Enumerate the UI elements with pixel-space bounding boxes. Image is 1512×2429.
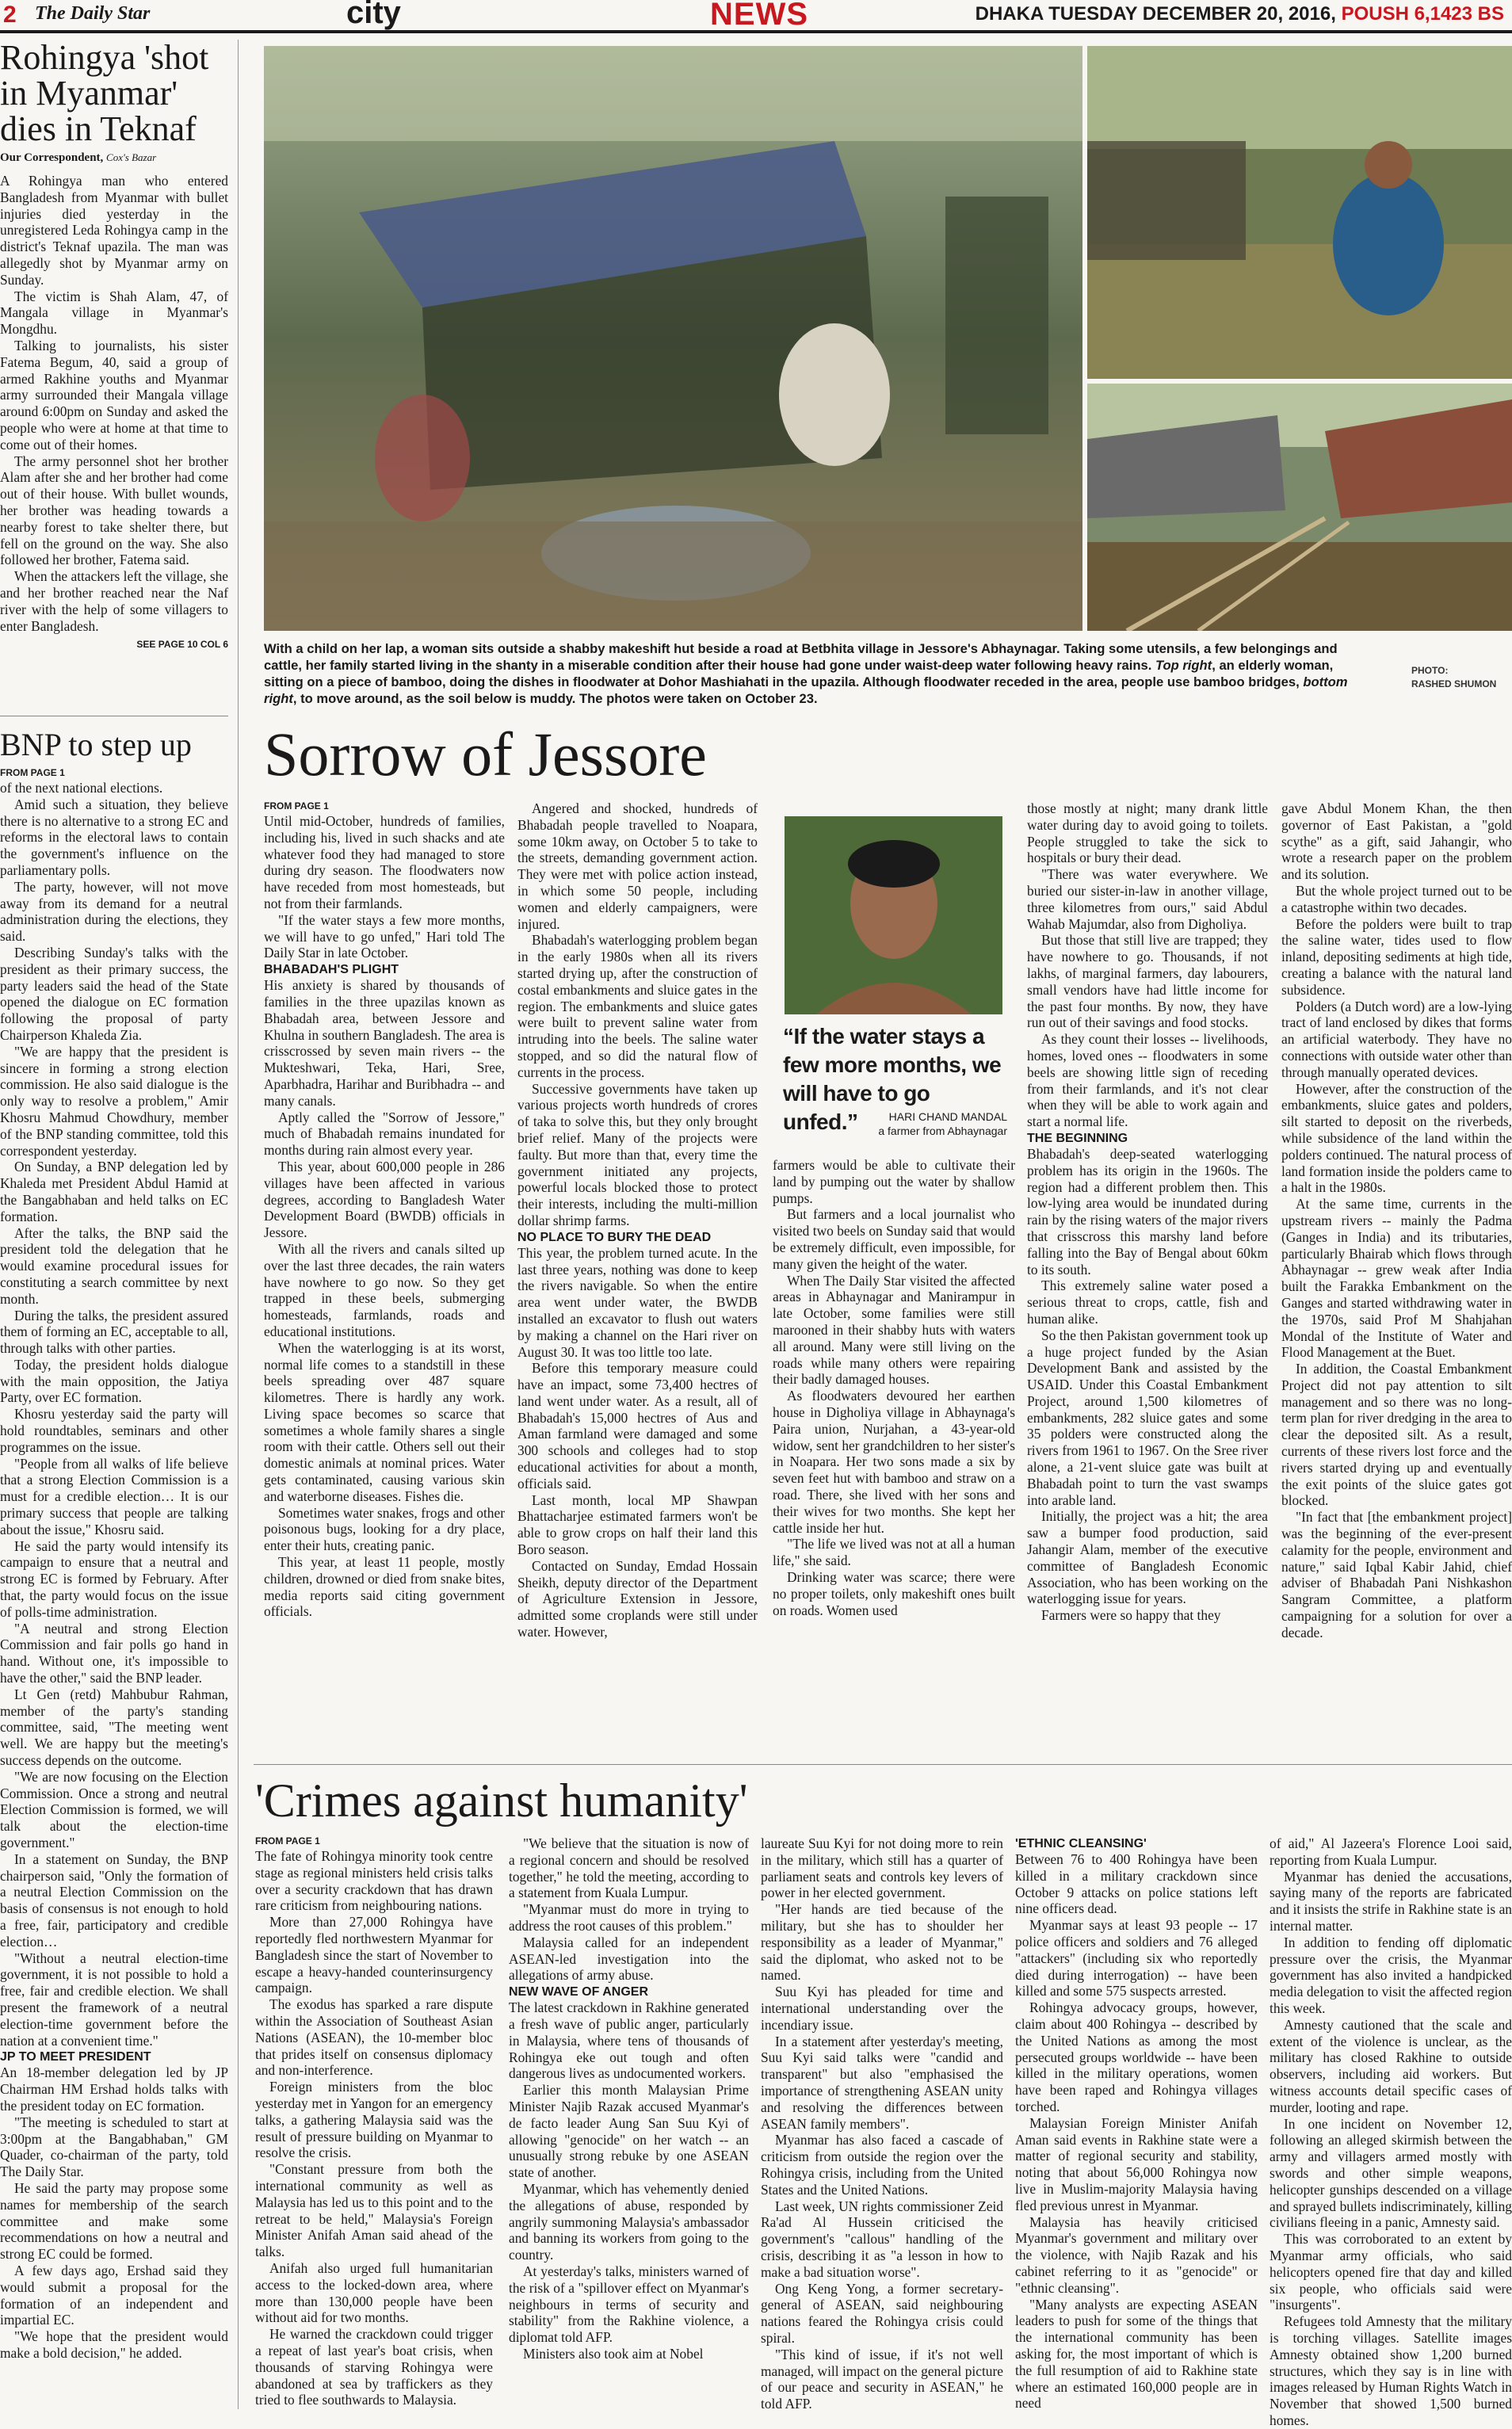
paragraph: Rohingya advocacy groups, however, claim about 400 Rohingya -- described by the United Nations as among the most persecuted groups worldwide -- have been killed in the military operations, women have been raped and Rohingya villages torched. [1015, 1999, 1258, 2114]
subheading: NO PLACE TO BURY THE DEAD [517, 1230, 712, 1244]
paragraph: Myanmar, which has vehemently denied the allegations of abuse, responded by angrily summoning Malaysia's ambassador and banning its workers from going to the country. [509, 2180, 749, 2263]
page-header [0, 0, 1512, 33]
jessore-column-3 [773, 1157, 1015, 1618]
paragraph: The exodus has sparked a rare dispute within the Association of Southeast Asian Nations (ASEAN), the 10-member bloc that prides itself on consensus diplomacy and non-interference. [255, 1996, 493, 2079]
paragraph: Lt Gen (retd) Mahbubur Rahman, member of the party's standing committee, said, "The meeting went well. We are happy but the meeting's success depends on the outcome. [0, 1686, 228, 1769]
paragraph: As they count their losses -- livelihoods, homes, loved ones -- floodwaters in some beels are showing little sign of receding from their farmlands, and it's not clear when they will be able to work again and start a normal life. [1027, 1031, 1268, 1130]
paragraph: But those that still live are trapped; they have nowhere to go. Thousands, if not lakhs, of marginal farmers, day labourers, small vendors have had little income for the past four months. By now, they have run out of their savings and food stocks. [1027, 932, 1268, 1031]
jessore-column-4 [1027, 800, 1268, 1624]
paragraph: The latest crackdown in Rakhine generated a fresh wave of public anger, particularly in Malaysia, where tens of thousands of Rohingya eke out tough and often dangerous lives as undocumented workers. [509, 1999, 749, 2082]
paragraph: Myanmar has also faced a cascade of criticism from outside the region over the Rohingya crisis, including from the United States and the United Nations. [761, 2132, 1003, 2198]
paragraph: "People from all walks of life believe that a strong Election Commission is a must for a credible election… It is our primary success that people are talking about the issue," Khosru said. [0, 1455, 228, 1537]
paragraph: "A neutral and strong Election Commission and fair polls go hand in hand. Without one, it's impossible to have the other," said the BNP leader. [0, 1620, 228, 1686]
subheading: 'ETHNIC CLEANSING' [1015, 1837, 1147, 1850]
masthead-logo: The Daily Star [35, 3, 151, 24]
paragraph: "The life we lived was not at all a human life," she said. [773, 1536, 1015, 1569]
paragraph: Drinking water was scarce; there were no proper toilets, only makeshift ones built on roads. Women used [773, 1568, 1015, 1618]
paragraph: Before this temporary measure could have an impact, some 73,400 hectres of land went under water. As a result, all of Bhabadah's 15,000 hectres of Aus and Aman farmland were damaged and some 300 schools and colleges had to stop educational activities for about a month, officials said. [517, 1360, 758, 1491]
paragraph: However, after the construction of the embankments, sluice gates and polders, silt started to deposit on the riverbeds, while subsidence of the land within the polders continued. The natural process of land formation inside the polders came to a halt in the 1980s. [1281, 1080, 1512, 1196]
paragraph: This extremely saline water posed a serious threat to crops, cattle, fish and human alike. [1027, 1278, 1268, 1327]
article-rohingya-teknaf [0, 40, 228, 650]
paragraph: Farmers were so happy that they [1041, 1607, 1221, 1624]
paragraph: Initially, the project was a hit; the area saw a bumper food production, said Jahangir Alam, member of the executive committee of Bangladesh Economic Association, who has been working on the waterlogging issue for years. [1027, 1508, 1268, 1607]
photo-woman-outside-hut [264, 46, 1082, 631]
paragraph: Amid such a situation, they believe there is no alternative to a strong EC and reforms in the electoral laws to contain the government's influence on the parliamentary polls. [0, 796, 228, 878]
paragraph: Last week, UN rights commissioner Zeid Ra'ad Al Hussein criticised the government's "callous" handling of the crisis, describing it as "a lesson in how to make a bad situation worse". [761, 2198, 1003, 2280]
paragraph: of aid," Al Jazeera's Florence Looi said, reporting from Kuala Lumpur. [1270, 1835, 1512, 1868]
photo-elderly-woman-floodwater [1087, 46, 1512, 379]
paragraph: This year, about 600,000 people in 286 villages have been affected in various degrees, according to Bangladesh Water Development Board (BWDB) officials in Jessore. [264, 1158, 505, 1241]
paragraph: "Constant pressure from both the international community as well as Malaysia has led us to this point and to the retreat to be held," Malaysia's Foreign Minister Anifah Aman said ahead of the talks. [255, 2161, 493, 2260]
headline-bnp: BNP to step up [0, 727, 192, 762]
paragraph: On Sunday, a BNP delegation led by Khaleda met President Abdul Hamid at the Bangabhaban and held talks on EC formation. [0, 1159, 228, 1224]
portrait-hari-chand-mandal [785, 816, 1002, 1014]
paragraph: "Many analysts are expecting ASEAN leaders to push for some of the things that the international community has been asking for, the most important of which is the full resumption of aid to Rakhine state where an estimated 160,000 people are in need [1015, 2296, 1258, 2412]
paragraph: Contacted on Sunday, Emdad Hossain Sheikh, deputy director of the Department of Agriculture Extension in Jessore, admitted some croplands were still under water. However, [517, 1557, 758, 1640]
photo-bamboo-bridges [1087, 384, 1512, 631]
paragraph: After the talks, the BNP said the president told the delegation that he would examine procedural issues for constituting a search committee by next month. [0, 1224, 228, 1307]
paragraph: "Myanmar must do more in trying to address the root causes of this problem." [509, 1901, 749, 1934]
paragraph: of the next national elections. [0, 780, 163, 796]
paragraph: In one incident on November 12, following an alleged skirmish between the army and villagers armed mostly with swords and other simple weapons, helicopter gunships descended on a village and sprayed bullets indiscriminately, killing civilians fleeing in a panic, Amnesty said. [1270, 2115, 1512, 2231]
paragraph: Before the polders were built to trap the saline water, tides used to flow inland, depositing sediments at high tide, creating a balance with the natural land subsidence. [1281, 915, 1512, 998]
paragraph: Angered and shocked, hundreds of Bhabadah people travelled to Noapara, some 10km away, on October 5 to take to the streets, demanding government action. They were met with police action instead, in which some 50 people, including women and elderly campaigners, were injured. [517, 800, 758, 932]
pull-quote: “If the water stays a few more months, we will have to go unfed.” [783, 1024, 1002, 1134]
page-number: 2 [3, 2, 17, 28]
paragraph: "If the water stays a few more months, we will have to go unfed," Hari told The Daily Star in late October. [264, 911, 505, 961]
paragraph: Khosru yesterday said the party will hold roundtables, seminars and other programmes on the issue. [0, 1406, 228, 1455]
paragraph: "There was water everywhere. We buried our sister-in-law in another village, three kilometres from ours," said Abdul Wahab Majumdar, also from Digholiya. [1027, 866, 1268, 932]
crimes-column-5 [1270, 1835, 1512, 2429]
paragraph: "Without a neutral election-time government, it is not possible to hold a free, fair and credible election. We shall present the framework of a neutral election-time government before the nation at a convenient time." [0, 1950, 228, 2049]
quote-attribution: HARI CHAND MANDAL a farmer from Abhaynagar [878, 1110, 1007, 1137]
paragraph: Between 76 to 400 Rohingya have been killed in a military crackdown since October 9 attacks on police stations left nine officers dead. [1015, 1851, 1258, 1917]
paragraph: Anifah also urged full humanitarian access to the locked-down area, where more than 130,000 people have been without aid for two months. [255, 2259, 493, 2326]
subheading: NEW WAVE OF ANGER [509, 1985, 648, 1999]
article-bnp [0, 728, 228, 2362]
paragraph: Today, the president holds dialogue with the main opposition, the Jatiya Party, over EC formation. [0, 1356, 228, 1406]
paragraph: Bhabadah's deep-seated waterlogging problem has its origin in the 1960s. The region had a different problem then. This low-lying area would be inundated during rain by the rising waters of the major rivers that crisscross this marshy land before falling into the Bay of Bengal about 60km to its south. [1027, 1145, 1268, 1278]
paragraph: A few days ago, Ershad said they would submit a proposal for the formation of an independent and impartial EC. [0, 2262, 228, 2328]
paragraph: This year, the problem turned acute. In the last three years, nothing was done to keep the rivers navigable. So when the entire area went under water, the BWDB installed an excavator to flush out waters by making a channel on the Hari river on August 30. It was too little too late. [517, 1244, 758, 1360]
paragraph: Foreign ministers from the bloc yesterday met in Yangon for an emergency talks, a gathering Malaysia said was the result of pressure building on Myanmar to resolve the crisis. [255, 2079, 493, 2161]
subheading: JP TO MEET PRESIDENT [0, 2050, 151, 2064]
article-body [0, 780, 228, 2049]
paragraph: When the waterlogging is at its worst, normal life comes to a standstill in these beels spreading over 487 square kilometres. There is hardly any work. Living space becomes so scarce that sometimes a whole family shares a single room with their cattle. Others sell out their domestic animals at nominal prices. Water gets contaminated, causing various skin and waterborne diseases. Fishes die. [264, 1339, 505, 1504]
paragraph: He said the party would intensify its campaign to ensure that a neutral and strong EC is formed by February. After that, the party would focus on the issue of polls-time administration. [0, 1537, 228, 1620]
paragraph: "We hope that the president would make a bold decision," he added. [0, 2328, 228, 2361]
paragraph: He said the party may propose some names for membership of the search committee and make some recommendations on how a neutral and strong EC could be formed. [0, 2179, 228, 2263]
paragraph: When The Daily Star visited the affected areas in Abhaynagar and Manirampur in late October, some families were still marooned in their shabby huts with waters all around. Many were still living on the roads while many others were repairing their badly damaged houses. [773, 1272, 1015, 1388]
paragraph: "The meeting is scheduled to start at 3:00pm at the Bangabhaban," GM Quader, co-chairman of the party, told The Daily Star. [0, 2114, 228, 2180]
photo-credit: PHOTO: RASHED SHUMON [1411, 665, 1497, 689]
paragraph: "In fact that [the embankment project] was the beginning of the ever-present calamity for the people, environment and nature," said Iqbal Kabir Jahid, chief adviser of Bhabadah Pani Nishkashon Sangram Committee, a platform campaigning for a solution for over a decade. [1281, 1509, 1512, 1640]
paragraph: In addition, the Coastal Embankment Project did not pay attention to silt management and so there was no long-term plan for river dredging in the area to clear the deposited silt. As a result, currents of these rivers lost force and the rivers started drying up and eventually the exit points of the sluice gates got blocked. [1281, 1361, 1512, 1509]
headline-rohingya-teknaf: Rohingya 'shot in Myanmar' dies in Teknaf [0, 38, 209, 148]
paragraph: "Her hands are tied because of the military, but she has to shoulder her responsibility as a leader of Myanmar," said the diplomat, who asked not to be named. [761, 1901, 1003, 1984]
jessore-column-1 [264, 800, 505, 1620]
paragraph: The army personnel shot her brother Alam after she and her brother had come out of their house. With bullet wounds, her brother was heading towards a nearby forest to take shelter there, but fell on the ground on the way. She also followed her brother, Fatema said. [0, 453, 228, 568]
dateline: DHAKA TUESDAY DECEMBER 20, 2016, POUSH 6,1423 BS [975, 3, 1504, 25]
crimes-column-1 [255, 1835, 493, 2408]
section-label-city: city [346, 0, 401, 30]
paragraph: "We are now focusing on the Election Commission. Once a strong and neutral Election Commission is formed, we will talk about the election-time government." [0, 1768, 228, 1850]
paragraph: As floodwaters devoured her earthen house in Digholiya village in Abhaynaga's Paira union, Nurjahan, a 43-year-old widow, sent her grandchildren to her sister's in Noapara. Her two sons made a six by seven feet hut with bamboo and straw on a road. There, she lived with her sons and their wives for two months. She kept her cattle inside her hut. [773, 1388, 1015, 1536]
paragraph: The fate of Rohingya minority took centre stage as regional ministers held crisis talks over a security crackdown that has drawn rare criticism from neighbouring nations. [255, 1848, 493, 1914]
paragraph: During the talks, the president assured them of forming an EC, acceptable to all, through talks with other parties. [0, 1307, 228, 1357]
from-page-label: FROM PAGE 1 [255, 1835, 320, 1847]
paragraph: At yesterday's talks, ministers warned of the risk of a "spillover effect on Myanmar's neighbours in terms of security and stability" from the Rakhine violence, a diplomat told AFP. [509, 2263, 749, 2346]
paragraph: Sometimes water snakes, frogs and other poisonous bugs, looking for a dry place, enter their huts, creating panic. [264, 1504, 505, 1554]
paragraph: His anxiety is shared by thousands of families in the three upazilas known as Bhabadah area, between Jessore and Khulna in southern Bangladesh. The area is crisscrossed by seven main rivers -- the Mukteshwari, Teka, Hari, Sree, Aparbhadra, Harihar and Buribhadra -- and many canals. [264, 977, 505, 1109]
paragraph: farmers would be able to cultivate their land by pumping out the water by shallow pumps. [773, 1157, 1015, 1206]
paragraph: "This kind of issue, if it's not well managed, will impact on the general picture of our peace and security in ASEAN," he told AFP. [761, 2346, 1003, 2412]
paragraph: Malaysian Foreign Minister Anifah Aman said events in Rakhine state were a matter of regional security and stability, noting that about 56,000 Rohingya now live in Muslim-majority Malaysia having fled previous unrest in Myanmar. [1015, 2114, 1258, 2213]
paragraph: The victim is Shah Alam, 47, of Mangala village in Myanmar's Mongdhu. [0, 288, 228, 338]
paragraph: This year, at least 11 people, mostly children, drowned or died from snake bites, media reports said citing government officials. [264, 1554, 505, 1620]
from-page-label: FROM PAGE 1 [264, 800, 329, 812]
paragraph: The party, however, will not move away from its demand for a neutral administration during the elections, they said. [0, 878, 228, 945]
crimes-column-3 [761, 1835, 1003, 2412]
column-divider [238, 40, 239, 2409]
paragraph: But farmers and a local journalist who visited two beels on Sunday said that would be extremely difficult, even impossible, for many given the height of the water. [773, 1206, 1015, 1272]
paragraph: In a statement after yesterday's meeting, Suu Kyi said talks were "candid and transparent" but also "emphasised the importance of strengthening ASEAN unity and resolving the differences between ASEAN family members". [761, 2033, 1003, 2132]
paragraph: Myanmar has denied the accusations, saying many of the reports are fabricated and it insists the strife in Rakhine state is an internal matter. [1270, 1868, 1512, 1934]
paragraph: Successive governments have taken up various projects worth hundreds of crores of taka to solve this, but they only brought brief relief. Many of the projects were faulty. But more than that, every time the government initiated any projects, powerful locals blocked those to protect their interests, including the multi-million dollar shrimp farms. [517, 1080, 758, 1228]
paragraph: So the then Pakistan government took up a huge project funded by the Asian Development Bank and assisted by the USAID. Under this Coastal Embankment Project, around 1,500 kilometres of embankments, 282 sluice gates and some 35 polders were constructed along the rivers from 1961 to 1967. On the Sree river alone, a 21-vent sluice gate was built at Bhabadah point to turn the vast swamps into arable land. [1027, 1327, 1268, 1508]
section-label-news: NEWS [710, 0, 808, 32]
paragraph: Talking to journalists, his sister Fatema Begum, 40, said a group of armed Rakhine youths and Myanmar army surrounded their Mangala village around 6:00pm on Sunday and asked the people who were at home at that time to come out of their homes. [0, 337, 228, 453]
headline-crimes-against-humanity: 'Crimes against humanity' [255, 1774, 748, 1827]
photo-caption: With a child on her lap, a woman sits outside a shabby makeshift hut beside a road at Betbhita village in Jessore's Abhaynagar. Taking some utensils, a few belongings and cattle, her family started living in the shanty in a miserable condition after their house had gone under waist-deep water following heavy rains. Top right, an elderly woman, sitting on a piece of bamboo, doing the dishes in floodwater at Dohor Mashiahati in the upazila. Although floodwater receded in the area, people use bamboo bridges, bottom right, to move around, as the soil below is muddy. The photos were taken on October 23. [264, 641, 1348, 706]
jessore-column-5 [1281, 800, 1512, 1641]
paragraph: those mostly at night; many drank little water during day to avoid going to toilets. People struggled to take the sick to hospitals or bury their dead. [1027, 800, 1268, 866]
paragraph: With all the rivers and canals silted up over the last three decades, the rain waters have nowhere to go now. So they get trapped in these beels, submerging homesteads, farmlands, roads and educational institutions. [264, 1240, 505, 1339]
headline-sorrow-of-jessore: Sorrow of Jessore [264, 720, 707, 789]
paragraph: In addition to fending off diplomatic pressure over the crisis, the Myanmar government has also invited a handpicked media delegation to visit the affected region this week. [1270, 1934, 1512, 2016]
paragraph: Myanmar says at least 93 people -- 17 police officers and soldiers and 76 alleged "attackers" (including six who reportedly died during interrogation) -- have been killed and some 575 suspects arrested. [1015, 1917, 1258, 1999]
jessore-column-2 [517, 800, 758, 1640]
subheading: BHABADAH'S PLIGHT [264, 963, 399, 977]
paragraph: Malaysia has heavily criticised Myanmar's government and military over the violence, with Najib Razak and his cabinet referring to it as "genocide" or "ethnic cleansing". [1015, 2213, 1258, 2296]
paragraph: This was corroborated to an extent by Myanmar army officials, who said helicopters opened fire that day and killed six people, who officials said were "insurgents". [1270, 2231, 1512, 2313]
from-page-label: FROM PAGE 1 [0, 767, 65, 778]
paragraph: gave Abdul Monem Khan, the then governor of East Pakistan, a "gold scythe" as a gift, said Jahangir, who wrote a research paper on the problem and its solution. [1281, 800, 1512, 883]
article-body [0, 2064, 228, 2361]
paragraph: In a statement on Sunday, the BNP chairperson said, "Only the formation of a neutral Election Commission on the basis of consensus is not enough to hold a free, fair, participatory and credible election… [0, 1850, 228, 1950]
paragraph: At the same time, currents in the upstream rivers -- mainly the Padma (Ganges in India) and its tributaries, particularly Bhairab which flows through Abhaynagar -- grew weak after India built the Farakka Embankment on the Ganges and started withdrawing water in the 1970s, said Prof M Shahjahan Mondal of the Institute of Water and Flood Management at the Buet. [1281, 1196, 1512, 1361]
paragraph: "We are happy that the president is sincere in forming a strong election commission. He also said dialogue is the only way to resolve a problem," Amir Khosru Mahmud Chowdhury, member of the BNP standing committee, told this correspondent yesterday. [0, 1043, 228, 1159]
continuation-note: SEE PAGE 10 COL 6 [136, 639, 228, 651]
paragraph: Describing Sunday's talks with the president as their primary success, the party leaders said the head of the State opened the dialogue on EC formation following the proposal of party Chairperson Khaleda Zia. [0, 944, 228, 1043]
paragraph: When the attackers left the village, she and her brother reached near the Naf river with the help of some villagers to enter Bangladesh. [0, 568, 228, 634]
paragraph: More than 27,000 Rohingya have reportedly fled northwestern Myanmar for Bangladesh since the start of November to escape a heavy-handed counterinsurgency campaign. [255, 1914, 493, 1996]
paragraph: He warned the crackdown could trigger a repeat of last year's boat crisis, when thousands of starving Rohingya were abandoned at sea by traffickers as they tried to flee southwards to Malaysia. [255, 2326, 493, 2408]
divider [254, 1764, 1512, 1765]
paragraph: Ministers also took aim at Nobel [523, 2345, 704, 2362]
paragraph: Polders (a Dutch word) are a low-lying tract of land enclosed by dikes that forms an artificial waterbody. They have no connections with outside water other than through manually operated devices. [1281, 998, 1512, 1080]
paragraph: Malaysia called for an independent ASEAN-led investigation into the allegations of army abuse. [509, 1934, 749, 1984]
pull-quote-box [773, 802, 1018, 1143]
paragraph: Earlier this month Malaysian Prime Minister Najib Razak accused Myanmar's de facto leader Aung San Suu Kyi of allowing "genocide" on her watch -- an unusually strong rebuke by one ASEAN state of another. [509, 2082, 749, 2181]
crimes-column-4 [1015, 1835, 1258, 2412]
paragraph: Last month, local MP Shawpan Bhattacharjee estimated farmers won't be able to grow crops on half their land this Boro season. [517, 1491, 758, 1558]
byline: Our Correspondent, Cox's Bazar [0, 151, 157, 164]
paragraph: Ong Keng Yong, a former secretary-general of ASEAN, said neighbouring nations feared the Rohingya crisis could spiral. [761, 2280, 1003, 2346]
paragraph: But the whole project turned out to be a catastrophe within two decades. [1281, 882, 1512, 915]
paragraph: Aptly called the "Sorrow of Jessore," much of Bhabadah remains inundated for months during rain almost every year. [264, 1109, 505, 1159]
paragraph: Amnesty cautioned that the scale and extent of the violence is unclear, as the military has closed Rakhine to outside observers, including aid workers. But witness accounts detail specific cases of murder, looting and rape. [1270, 2016, 1512, 2115]
paragraph: Until mid-October, hundreds of families, including his, lived in such shacks and ate whatever food they had managed to store during dry season. The floodwaters now have receded from most homesteads, but not from their farmlands. [264, 813, 505, 911]
subheading: THE BEGINNING [1027, 1131, 1128, 1145]
paragraph: laureate Suu Kyi for not doing more to rein in the military, which still has a quarter of parliament seats and controls key levers of power in her elected government. [761, 1835, 1003, 1901]
paragraph: Suu Kyi has pleaded for time and international understanding over the incendiary issue. [761, 1984, 1003, 2033]
paragraph: A Rohingya man who entered Bangladesh from Myanmar with bullet injuries died yesterday in the unregistered Leda Rohingya camp in the district's Teknaf upazila. The man was allegedly shot by Myanmar army on Sunday. [0, 173, 228, 288]
article-body [0, 173, 228, 634]
crimes-column-2 [509, 1835, 749, 2362]
paragraph: "We believe that the situation is now of a regional concern and should be resolved together," he told the meeting, according to a statement from Kuala Lumpur. [509, 1835, 749, 1901]
paragraph: Bhabadah's waterlogging problem began in the early 1980s when all its rivers started drying up, after the construction of costal embankments and sluice gates in the region. The embankments and sluice gates were built to prevent saline water from intruding into the beels. The saline water stopped, and so did the natural flow of currents in the process. [517, 932, 758, 1080]
paragraph: Refugees told Amnesty that the military is torching villages. Satellite images Amnesty obtained show 1,200 burned structures, which they say is in line with images released by Human Rights Watch in November that showed 1,500 burned homes. [1270, 2313, 1512, 2428]
paragraph: An 18-member delegation led by JP Chairman HM Ershad holds talks with the president today on EC formation. [0, 2064, 228, 2114]
